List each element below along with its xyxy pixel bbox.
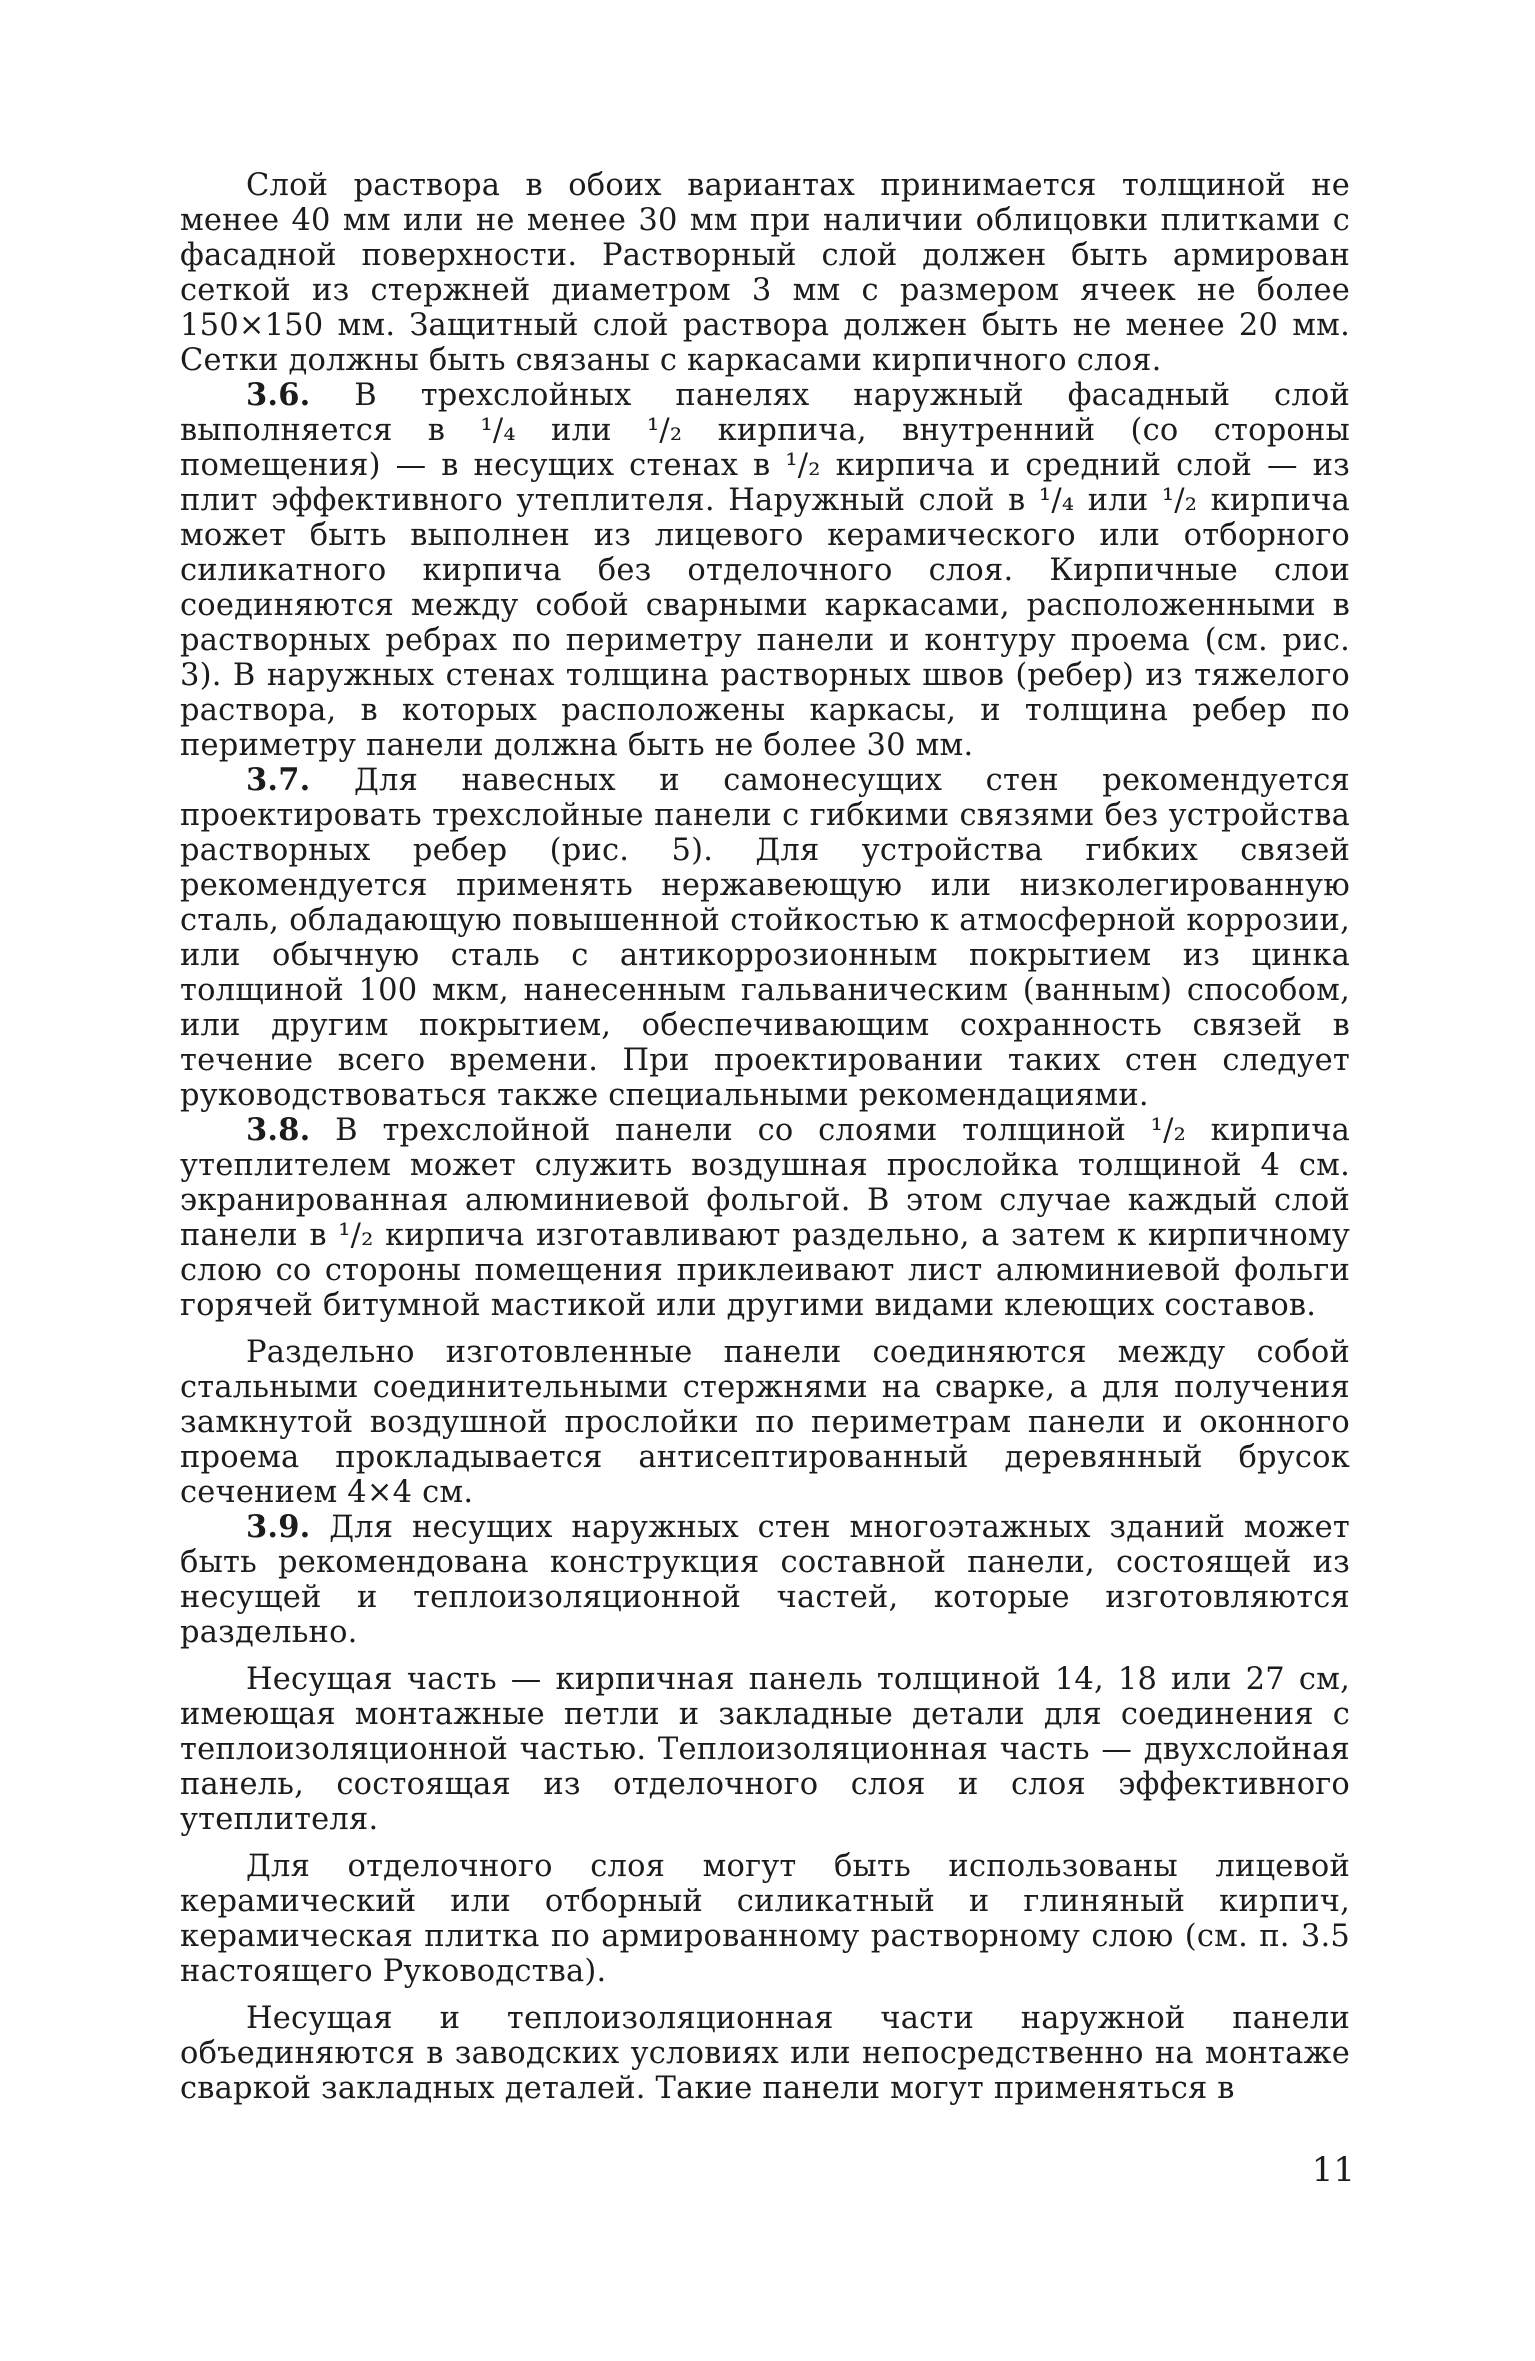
page-body [180,168,1350,2106]
clause-number: 3.6. [246,377,311,413]
paragraph [180,378,1350,763]
paragraph-text: Для отделочного слоя могут быть использованы лицевой керамический или отборный силикатный и глиняный кирпич, керамическая плитка по армированному растворному слою (см. п. 3.5 настоящего Руководства). [180,1849,1350,1989]
paragraph [180,1662,1350,1837]
paragraph-text: Несущая часть — кирпичная панель толщиной 14, 18 или 27 см, имеющая монтажные петли и закладные детали для соединения с теплоизоляционной частью. Теплоизоляционная часть — двухслойная панель, состоящая из отделочного слоя и слоя эффективного утеплителя. [180,1662,1350,1837]
clause-number: 3.9. [246,1509,311,1545]
paragraph [180,1335,1350,1510]
clause-number: 3.8. [246,1112,311,1148]
paragraph [180,763,1350,1113]
page-number: 11 [1311,2150,1355,2190]
paragraph [180,1849,1350,1989]
paragraph [180,2001,1350,2106]
clause-number: 3.7. [246,762,311,798]
paragraph-text: Для навесных и самонесущих стен рекомендуется проектировать трехслойные панели с гибкими связями без устройства растворных ребер (рис. 5). Для устройства гибких связей рекомендуется применять нержавеющую или низколегированную сталь, обладающую повышенной стойкостью к атмосферной коррозии, или обычную сталь с антикоррозионным покрытием из цинка толщиной 100 мкм, нанесенным гальваническим (ванным) способом, или другим покрытием, обеспечивающим сохранность связей в течение всего времени. При проектировании таких стен следует руководствоваться также специальными рекомендациями. [180,763,1350,1113]
paragraph [180,168,1350,378]
paragraph-text: Несущая и теплоизоляционная части наружной панели объединяются в заводских условиях или непосредственно на монтаже сваркой закладных деталей. Такие панели могут применяться в [180,2001,1350,2106]
paragraph [180,1510,1350,1650]
paragraph-text: В трехслойной панели со слоями толщиной ¹/₂ кирпича утеплителем может служить воздушная прослойка толщиной 4 см. экранированная алюминиевой фольгой. В этом случае каждый слой панели в ¹/₂ кирпича изготавливают раздельно, а затем к кирпичному слою со стороны помещения приклеивают лист алюминиевой фольги горячей битумной мастикой или другими видами клеющих составов. [180,1113,1350,1323]
paragraph-text: Слой раствора в обоих вариантах принимается толщиной не менее 40 мм или не менее 30 мм при наличии облицовки плитками с фасадной поверхности. Растворный слой должен быть армирован сеткой из стержней диаметром 3 мм с размером ячеек не более 150×150 мм. Защитный слой раствора должен быть не менее 20 мм. Сетки должны быть связаны с каркасами кирпичного слоя. [180,168,1350,378]
paragraph-text: Для несущих наружных стен многоэтажных зданий может быть рекомендована конструкция составной панели, состоящей из несущей и теплоизоляционной частей, которые изготовляются раздельно. [180,1510,1350,1650]
paragraph-text: В трехслойных панелях наружный фасадный слой выполняется в ¹/₄ или ¹/₂ кирпича, внутренний (со стороны помещения) — в несущих стенах в ¹/₂ кирпича и средний слой — из плит эффективного утеплителя. Наружный слой в ¹/₄ или ¹/₂ кирпича может быть выполнен из лицевого керамического или отборного силикатного кирпича без отделочного слоя. Кирпичные слои соединяются между собой сварными каркасами, расположенными в растворных ребрах по периметру панели и контуру проема (см. рис. 3). В наружных стенах толщина растворных швов (ребер) из тяжелого раствора, в которых расположены каркасы, и толщина ребер по периметру панели должна быть не более 30 мм. [180,378,1350,763]
paragraph-text: Раздельно изготовленные панели соединяются между собой стальными соединительными стержнями на сварке, а для получения замкнутой воздушной прослойки по периметрам панели и оконного проема прокладывается антисептированный деревянный брусок сечением 4×4 см. [180,1335,1350,1510]
paragraph [180,1113,1350,1323]
